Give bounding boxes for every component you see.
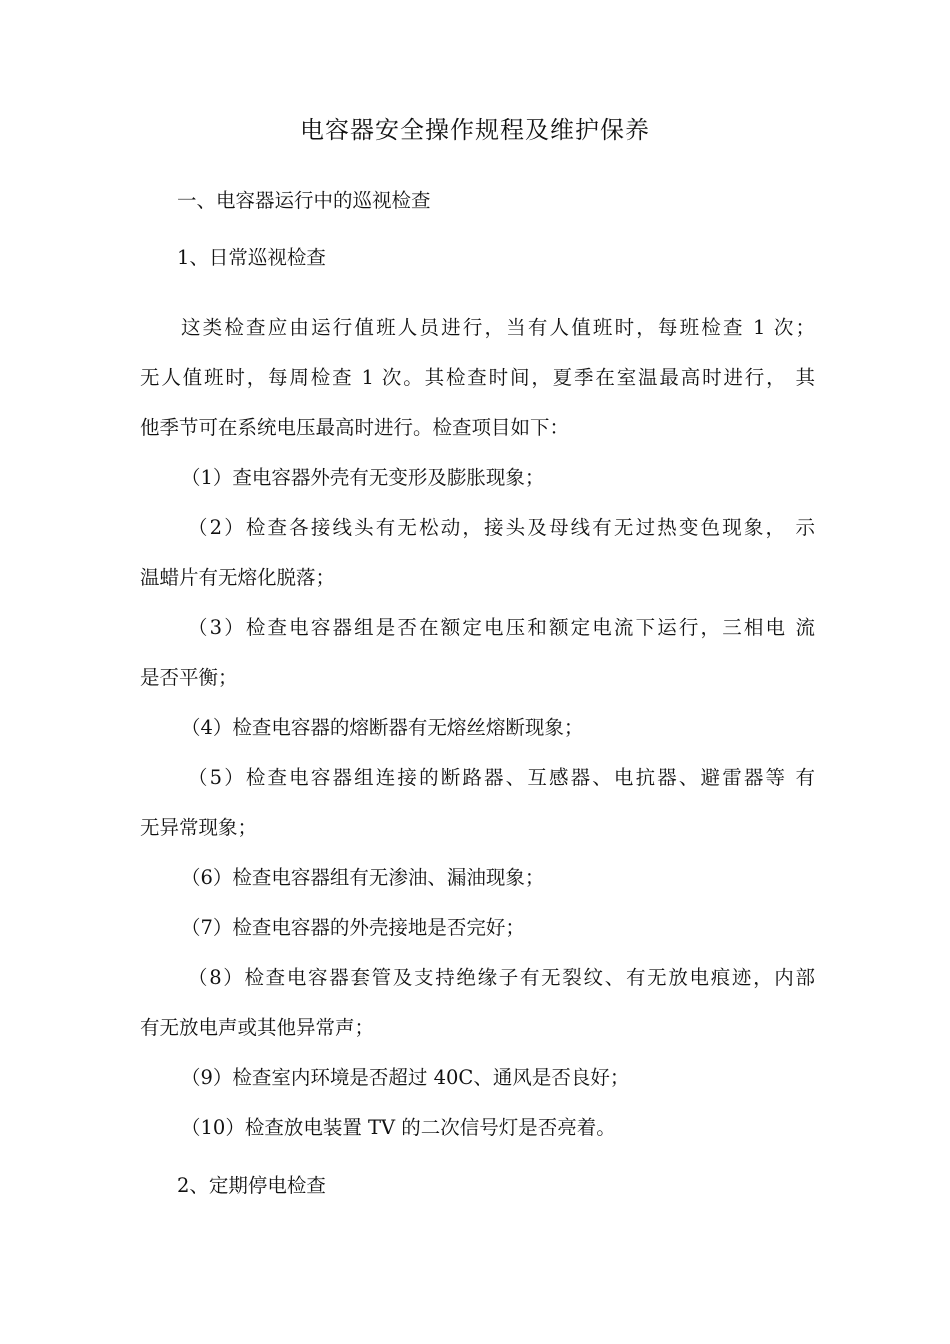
subsection-heading: 1、日常巡视检查 [177,246,326,269]
intro-line: 他季节可在系统电压最高时进行。检查项目如下： [140,416,570,439]
check-item: （4）检查电容器的熔断器有无熔丝熔断现象； [181,716,584,739]
intro-line: 这类检查应由运行值班人员进行，当有人值班时，每班检查 1 次； [181,316,815,339]
check-item: （1）查电容器外壳有无变形及膨胀现象； [181,466,545,489]
check-item: （2）检查各接线头有无松动，接头及母线有无过热变色现象， 示 [188,516,815,539]
document-title: 电容器安全操作规程及维护保养 [300,116,650,144]
intro-line: 无人值班时，每周检查 1 次。其检查时间，夏季在室温最高时进行， 其 [140,366,815,389]
subsection-heading: 2、定期停电检查 [177,1174,326,1197]
check-item-continuation: 有无放电声或其他异常声； [140,1016,375,1039]
check-item: （7）检查电容器的外壳接地是否完好； [181,916,525,939]
check-item-continuation: 无异常现象； [140,816,258,839]
check-item: （5）检查电容器组连接的断路器、互感器、电抗器、避雷器等 有 [188,766,815,789]
check-item-continuation: 温蜡片有无熔化脱落； [140,566,336,589]
check-item: （10）检查放电装置 TV 的二次信号灯是否亮着。 [181,1116,616,1139]
check-item: （9）检查室内环境是否超过 40C、通风是否良好； [181,1066,630,1089]
check-item-continuation: 是否平衡； [140,666,238,689]
check-item: （8）检查电容器套管及支持绝缘子有无裂纹、有无放电痕迹，内部 [188,966,815,989]
section-heading: 一、电容器运行中的巡视检查 [177,189,431,212]
check-item: （6）检查电容器组有无渗油、漏油现象； [181,866,545,889]
check-item: （3）检查电容器组是否在额定电压和额定电流下运行，三相电 流 [188,616,815,639]
